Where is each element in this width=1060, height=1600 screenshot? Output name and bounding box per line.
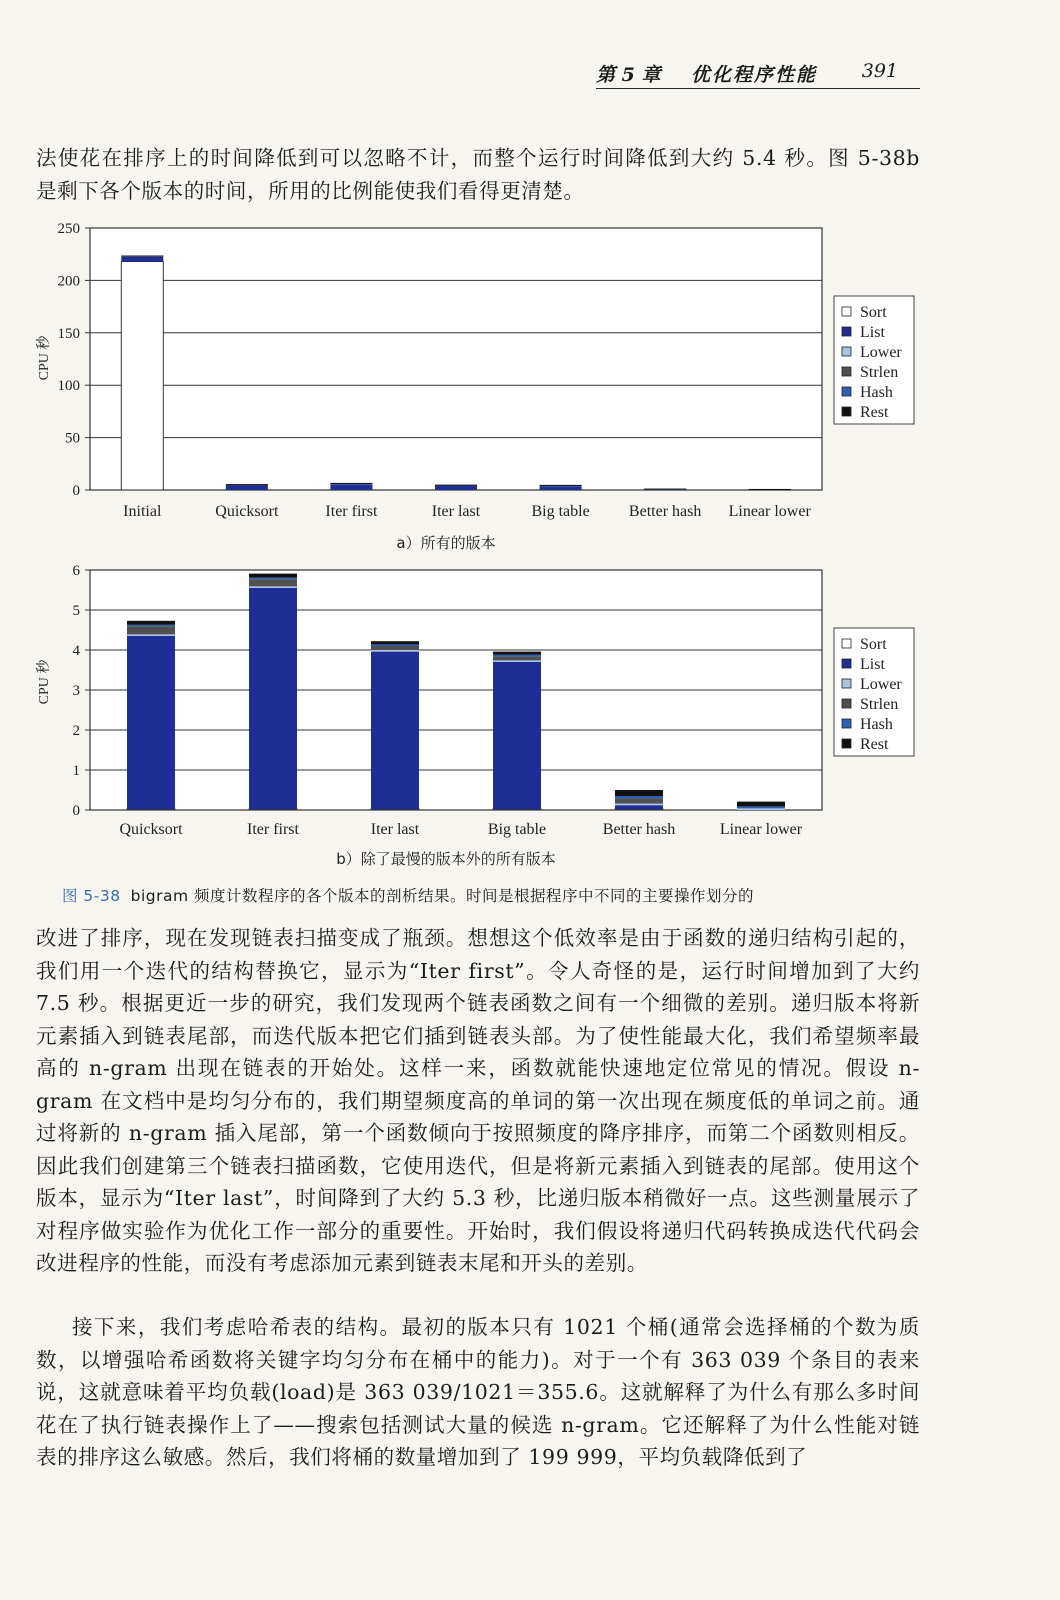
page-number: 391 [861, 60, 898, 82]
chart-b-y-tick-label: 1 [72, 763, 80, 779]
chapter-label: 第 5 章 [596, 64, 661, 86]
chart-a-legend-swatch-lower [842, 347, 851, 356]
chart-a-legend-swatch-rest [842, 407, 851, 416]
chart-a-x-tick-label: Quicksort [215, 503, 279, 520]
chart-a-legend-label: Strlen [860, 364, 899, 381]
figure-caption [62, 884, 922, 906]
chart-b-bar-iter-last-list [371, 652, 419, 810]
chart-a [28, 212, 928, 552]
chart-a-legend-swatch-strlen [842, 367, 851, 376]
chart-b-bar-linear-lower-hash [737, 806, 785, 808]
chart-b-bar-quicksort-lower [127, 634, 175, 636]
chart-b-x-tick-label: Big table [487, 821, 547, 838]
figure-caption-text: bigram 频度计数程序的各个版本的剖析结果。时间是根据程序中不同的主要操作划分的 [130, 887, 754, 905]
chart-a-legend-label: List [860, 324, 885, 341]
chart-b-x-tick-label: Quicksort [119, 821, 183, 838]
chart-a-x-tick-label: Big table [531, 503, 590, 520]
chart-a-bar-quicksort-rest [226, 484, 268, 485]
chart-a-legend-swatch-sort [842, 307, 851, 316]
chart-b-legend-label: Hash [860, 716, 893, 733]
chart-b-bar-quicksort-strlen [127, 626, 175, 634]
chart-b-svg [28, 556, 928, 878]
chart-a-y-tick-label: 100 [57, 378, 80, 395]
paragraph-list-scanning: 改进了排序，现在发现链表扫描变成了瓶颈。想想这个低效率是由于函数的递归结构引起的，我们用一个迭代的结构替换它，显示为“Iter first”。令人奇怪的是，运行时间增加到了大约 7.5 秒。根据更近一步的研究，我们发现两个链表函数之间有一个细微的差别。递归版本将新元素插入到链表尾部，而迭代版本把它们插到链表头部。为了使性能最大化，我们希望频率最高的 n-gram 出现在链表的开始处。这样一来，函数就能快速地定位常见的情况。假设 n-gram 在文档中是均匀分布的，我们期望频度高的单词的第一次出现在频度低的单词之前。通过将新的 n-gram 插入尾部，第一个函数倾向于按照频度的降序排序，而第二个函数则相反。因此我们创建第三个链表扫描函数，它使用迭代，但是将新元素插入到链表的尾部。使用这个版本，显示为“Iter last”，时间降到了大约 5.3 秒，比递归版本稍微好一点。这些测量展示了对程序做实验作为优化工作一部分的重要性。开始时，我们假设将递归代码转换成迭代代码会改进程序的性能，而没有考虑添加元素到链表末尾和开头的差别。 [36, 926, 920, 1275]
chart-a-legend-label: Sort [860, 304, 887, 321]
chart-a-bar-big-table-list [540, 486, 582, 490]
chart-b-legend-swatch-strlen [842, 699, 851, 708]
chart-a-bar-better-hash-rest [644, 489, 686, 490]
chart-b-bar-iter-first-strlen [249, 579, 297, 586]
chart-a-legend-swatch-hash [842, 387, 851, 396]
chart-b-bar-iter-last-lower [371, 650, 419, 652]
chart-b-legend-label: Strlen [860, 696, 899, 713]
chart-a-plot-area [90, 228, 822, 490]
chart-b-x-tick-label: Linear lower [719, 821, 803, 838]
chart-b-legend-label: Rest [860, 736, 889, 753]
chart-b-legend-swatch-list [842, 659, 851, 668]
chart-a-x-tick-label: Linear lower [728, 503, 811, 520]
chart-b-bar-better-hash-strlen [615, 798, 663, 803]
chart-b-bar-big-table-list [493, 662, 541, 809]
chart-a-bar-initial-sort [121, 262, 163, 490]
chart-b-legend-label: Sort [860, 636, 887, 653]
chart-b [28, 556, 928, 878]
chart-a-legend-swatch-list [842, 327, 851, 336]
chart-b-x-tick-label: Iter last [370, 821, 420, 838]
chart-a-legend-label: Rest [860, 404, 889, 421]
chapter-title: 优化程序性能 [691, 64, 818, 86]
chart-b-legend-swatch-hash [842, 719, 851, 728]
chart-b-bar-iter-last-hash [371, 644, 419, 646]
chart-a-svg [28, 212, 928, 552]
chart-b-bar-linear-lower-lower [737, 808, 785, 810]
chart-b-x-tick-label: Iter first [247, 821, 299, 838]
chart-b-legend-swatch-rest [842, 739, 851, 748]
chart-a-y-tick-label: 50 [65, 430, 80, 447]
chart-b-y-tick-label: 0 [72, 803, 80, 819]
chart-b-bar-iter-last-rest [371, 641, 419, 644]
chart-b-bar-iter-first-hash [249, 578, 297, 580]
chart-b-y-tick-label: 6 [72, 563, 80, 579]
chart-b-legend-label: Lower [860, 676, 902, 693]
chart-a-bar-iter-last-rest [435, 485, 477, 486]
chart-b-bar-big-table-strlen [493, 656, 541, 660]
chart-a-bar-initial-rest [121, 256, 163, 257]
chart-b-x-tick-label: Better hash [602, 821, 676, 838]
chart-b-bar-big-table-hash [493, 655, 541, 657]
chart-b-y-tick-label: 5 [72, 603, 80, 619]
chart-b-y-axis-label: CPU 秒 [37, 659, 52, 705]
chart-a-x-tick-label: Iter last [431, 503, 481, 520]
chart-a-bar-initial-list [121, 257, 163, 262]
chart-b-legend-label: List [860, 656, 885, 673]
chart-b-bar-better-hash-hash [615, 796, 663, 798]
chart-a-y-tick-label: 150 [57, 325, 80, 342]
chart-b-bar-better-hash-rest [615, 790, 663, 796]
chart-a-subtitle: a）所有的版本 [396, 534, 496, 552]
chart-a-y-tick-label: 200 [57, 273, 80, 290]
chart-b-bar-iter-first-rest [249, 574, 297, 578]
figure-label: 图 5-38 [62, 887, 121, 905]
chart-b-bar-iter-first-list [249, 588, 297, 809]
chart-a-x-tick-label: Better hash [628, 503, 702, 520]
chart-a-bar-iter-first-rest [330, 483, 372, 484]
chart-a-x-tick-label: Initial [123, 503, 162, 520]
chart-a-bar-big-table-rest [540, 485, 582, 486]
chart-a-y-tick-label: 250 [57, 221, 80, 237]
chart-b-bar-iter-last-strlen [371, 646, 419, 650]
chart-b-bar-big-table-rest [493, 652, 541, 655]
chart-b-legend-swatch-lower [842, 679, 851, 688]
paragraph-intro: 法使花在排序上的时间降低到可以忽略不计，而整个运行时间降低到大约 5.4 秒。图 5-38b 是剩下各个版本的时间，所用的比例能使我们看得更清楚。 [36, 146, 920, 203]
chart-a-y-axis-label: CPU 秒 [37, 335, 52, 381]
chart-b-legend-swatch-sort [842, 639, 851, 648]
chart-a-bar-linear-lower-rest [749, 489, 791, 490]
chart-b-subtitle: b）除了最慢的版本外的所有版本 [336, 850, 556, 868]
chart-a-bar-quicksort-list [226, 485, 268, 490]
chart-b-bar-quicksort-hash [127, 625, 175, 627]
chart-b-bar-linear-lower-rest [737, 802, 785, 807]
chart-a-legend-label: Hash [860, 384, 893, 401]
paragraph-hash-table: 接下来，我们考虑哈希表的结构。最初的版本只有 1021 个桶(通常会选择桶的个数为质数，以增强哈希函数将关键字均匀分布在桶中的能力)。对于一个有 363 039 个条目的表来说，这就意味着平均负载(load)是 363 039/1021＝355.6。这就解释了为什么有那么多时间花在了执行链表操作上了——搜索包括测试大量的候选 n-gram。它还解释了为什么性能对链表的排序这么敏感。然后，我们将桶的数量增加到了 199 999，平均负载降低到了 [36, 1315, 920, 1469]
chart-b-bar-iter-first-lower [249, 586, 297, 588]
chart-b-y-tick-label: 3 [72, 683, 80, 699]
chart-b-y-tick-label: 4 [72, 643, 80, 659]
running-header [596, 58, 920, 89]
chart-a-y-tick-label: 0 [72, 483, 80, 499]
chart-a-x-tick-label: Iter first [325, 503, 378, 520]
chart-b-bar-better-hash-list [615, 805, 663, 809]
chart-b-y-tick-label: 2 [72, 723, 80, 739]
chart-b-bar-big-table-lower [493, 660, 541, 662]
chart-b-bar-quicksort-rest [127, 621, 175, 625]
chart-a-bar-iter-first-list [330, 484, 372, 490]
chart-b-bar-better-hash-lower [615, 804, 663, 806]
chart-a-bar-iter-last-list [435, 486, 477, 490]
chart-b-bar-quicksort-list [127, 636, 175, 809]
chart-a-legend-label: Lower [860, 344, 902, 361]
